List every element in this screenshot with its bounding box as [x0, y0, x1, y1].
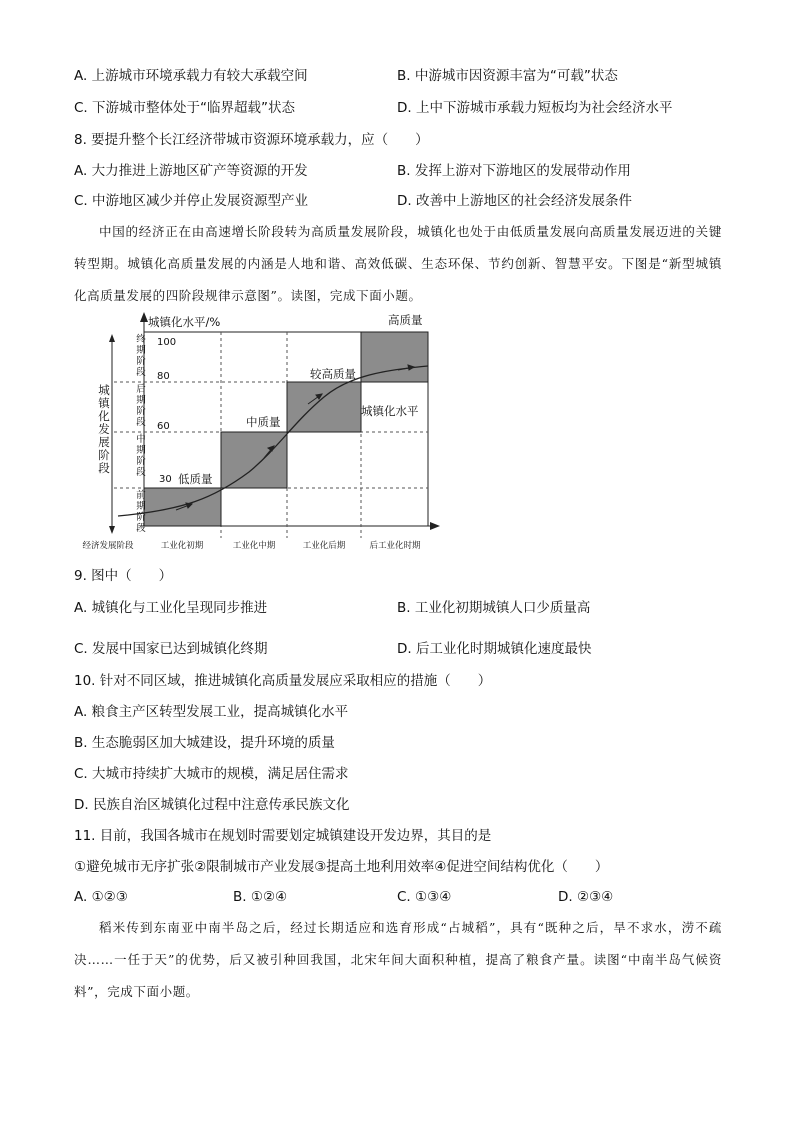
x-category-early: 工业化初期 — [160, 541, 204, 551]
curve-label: 城镇化水平 — [361, 404, 419, 418]
q8-stem: 8. 要提升整个长江经济带城市资源环境承载力，应（ ） — [74, 132, 429, 148]
q10-option-c: C. 大城市持续扩大城市的规模，满足居住需求 — [74, 766, 349, 782]
q10-option-a: A. 粮食主产区转型发展工业，提高城镇化水平 — [74, 704, 349, 720]
stage-label-early: 前期阶段 — [136, 490, 146, 534]
stage-label-late: 后期阶段 — [136, 384, 146, 428]
q11-stem: 11. 目前，我国各城市在规划时需要划定城镇建设开发边界，其目的是 — [74, 828, 492, 844]
q10-option-d: D. 民族自治区城镇化过程中注意传承民族文化 — [74, 797, 350, 813]
x-category-late: 工业化后期 — [302, 541, 346, 551]
q7-option-d: D. 上中下游城市承载力短板均为社会经济水平 — [397, 100, 673, 116]
q9-stem: 9. 图中（ ） — [74, 568, 173, 584]
stage-label-middle: 中期阶段 — [136, 434, 146, 478]
q9-option-c: C. 发展中国家已达到城镇化终期 — [74, 641, 268, 657]
q8-option-a: A. 大力推进上游地区矿产等资源的开发 — [74, 163, 308, 179]
q11-option-b: B. ①②④ — [233, 889, 288, 905]
label-medium-quality: 中质量 — [246, 415, 281, 429]
q11-option-c: C. ①③④ — [397, 889, 452, 905]
label-higher-quality: 较高质量 — [310, 367, 356, 381]
q9-option-b: B. 工业化初期城镇人口少质量高 — [397, 600, 591, 616]
x-category-post: 后工业化时期 — [369, 541, 421, 551]
passage-rice-text: 稻米传到东南亚中南半岛之后，经过长期适应和选育形成“占城稻”，具有“既种之后，旱不求水，涝不疏决……一任于天”的优势，后又被引种回我国，北宋年间大面积种植，提高了粮食产量。读图“中南半岛气候资料”，完成下面小题。 — [74, 920, 722, 999]
q8-option-d: D. 改善中上游地区的社会经济发展条件 — [397, 193, 632, 209]
y-tick-80: 80 — [157, 371, 170, 382]
passage-rice — [74, 912, 722, 1008]
q11-option-a: A. ①②③ — [74, 889, 128, 905]
q11-option-d: D. ②③④ — [558, 889, 614, 905]
higher-quality-box — [287, 382, 361, 432]
stage-label-final: 终期阶段 — [136, 334, 146, 378]
q11-items: ①避免城市无序扩张②限制城市产业发展③提高土地利用效率④促进空间结构优化（ ） — [74, 859, 609, 875]
q7-option-c: C. 下游城市整体处于“临界超载”状态 — [74, 100, 295, 116]
y-tick-100: 100 — [157, 337, 177, 348]
passage-urbanization-text: 中国的经济正在由高速增长阶段转为高质量发展阶段，城镇化也处于由低质量发展向高质量发展迈进的关键转型期。城镇化高质量发展的内涵是人地和谐、高效低碳、生态环保、节约创新、智慧平安。下图是“新型城镇化高质量发展的四阶段规律示意图”。读图，完成下面小题。 — [74, 224, 722, 303]
stage-axis-arrow-top-icon — [109, 334, 115, 342]
x-axis-arrow-icon — [430, 522, 440, 530]
q7-option-b: B. 中游城市因资源丰富为“可载”状态 — [397, 68, 618, 84]
x-category-middle: 工业化中期 — [232, 541, 276, 551]
q8-option-c: C. 中游地区减少并停止发展资源型产业 — [74, 193, 309, 209]
q10-stem: 10. 针对不同区域，推进城镇化高质量发展应采取相应的措施（ ） — [74, 673, 492, 689]
q7-option-a: A. 上游城市环境承载力有较大承载空间 — [74, 68, 308, 84]
urbanization-stage-diagram — [74, 312, 444, 560]
left-axis-label: 城镇化发展阶段 — [98, 383, 110, 475]
y-axis-arrow-icon — [140, 312, 148, 322]
label-high-quality: 高质量 — [388, 313, 423, 327]
passage-urbanization — [74, 216, 722, 312]
q10-option-b: B. 生态脆弱区加大城建设，提升环境的质量 — [74, 735, 335, 751]
medium-quality-box — [221, 432, 287, 488]
q9-option-a: A. 城镇化与工业化呈现同步推进 — [74, 600, 268, 616]
corner-label: 经济发展阶段 — [82, 541, 134, 551]
label-low-quality: 低质量 — [178, 472, 213, 486]
q8-option-b: B. 发挥上游对下游地区的发展带动作用 — [397, 163, 631, 179]
low-quality-box — [144, 488, 221, 526]
y-tick-30: 30 — [159, 474, 172, 485]
y-axis-title: 城镇化水平/% — [148, 315, 221, 329]
y-tick-60: 60 — [157, 421, 170, 432]
q9-option-d: D. 后工业化时期城镇化速度最快 — [397, 641, 592, 657]
stage-axis-arrow-bottom-icon — [109, 526, 115, 534]
